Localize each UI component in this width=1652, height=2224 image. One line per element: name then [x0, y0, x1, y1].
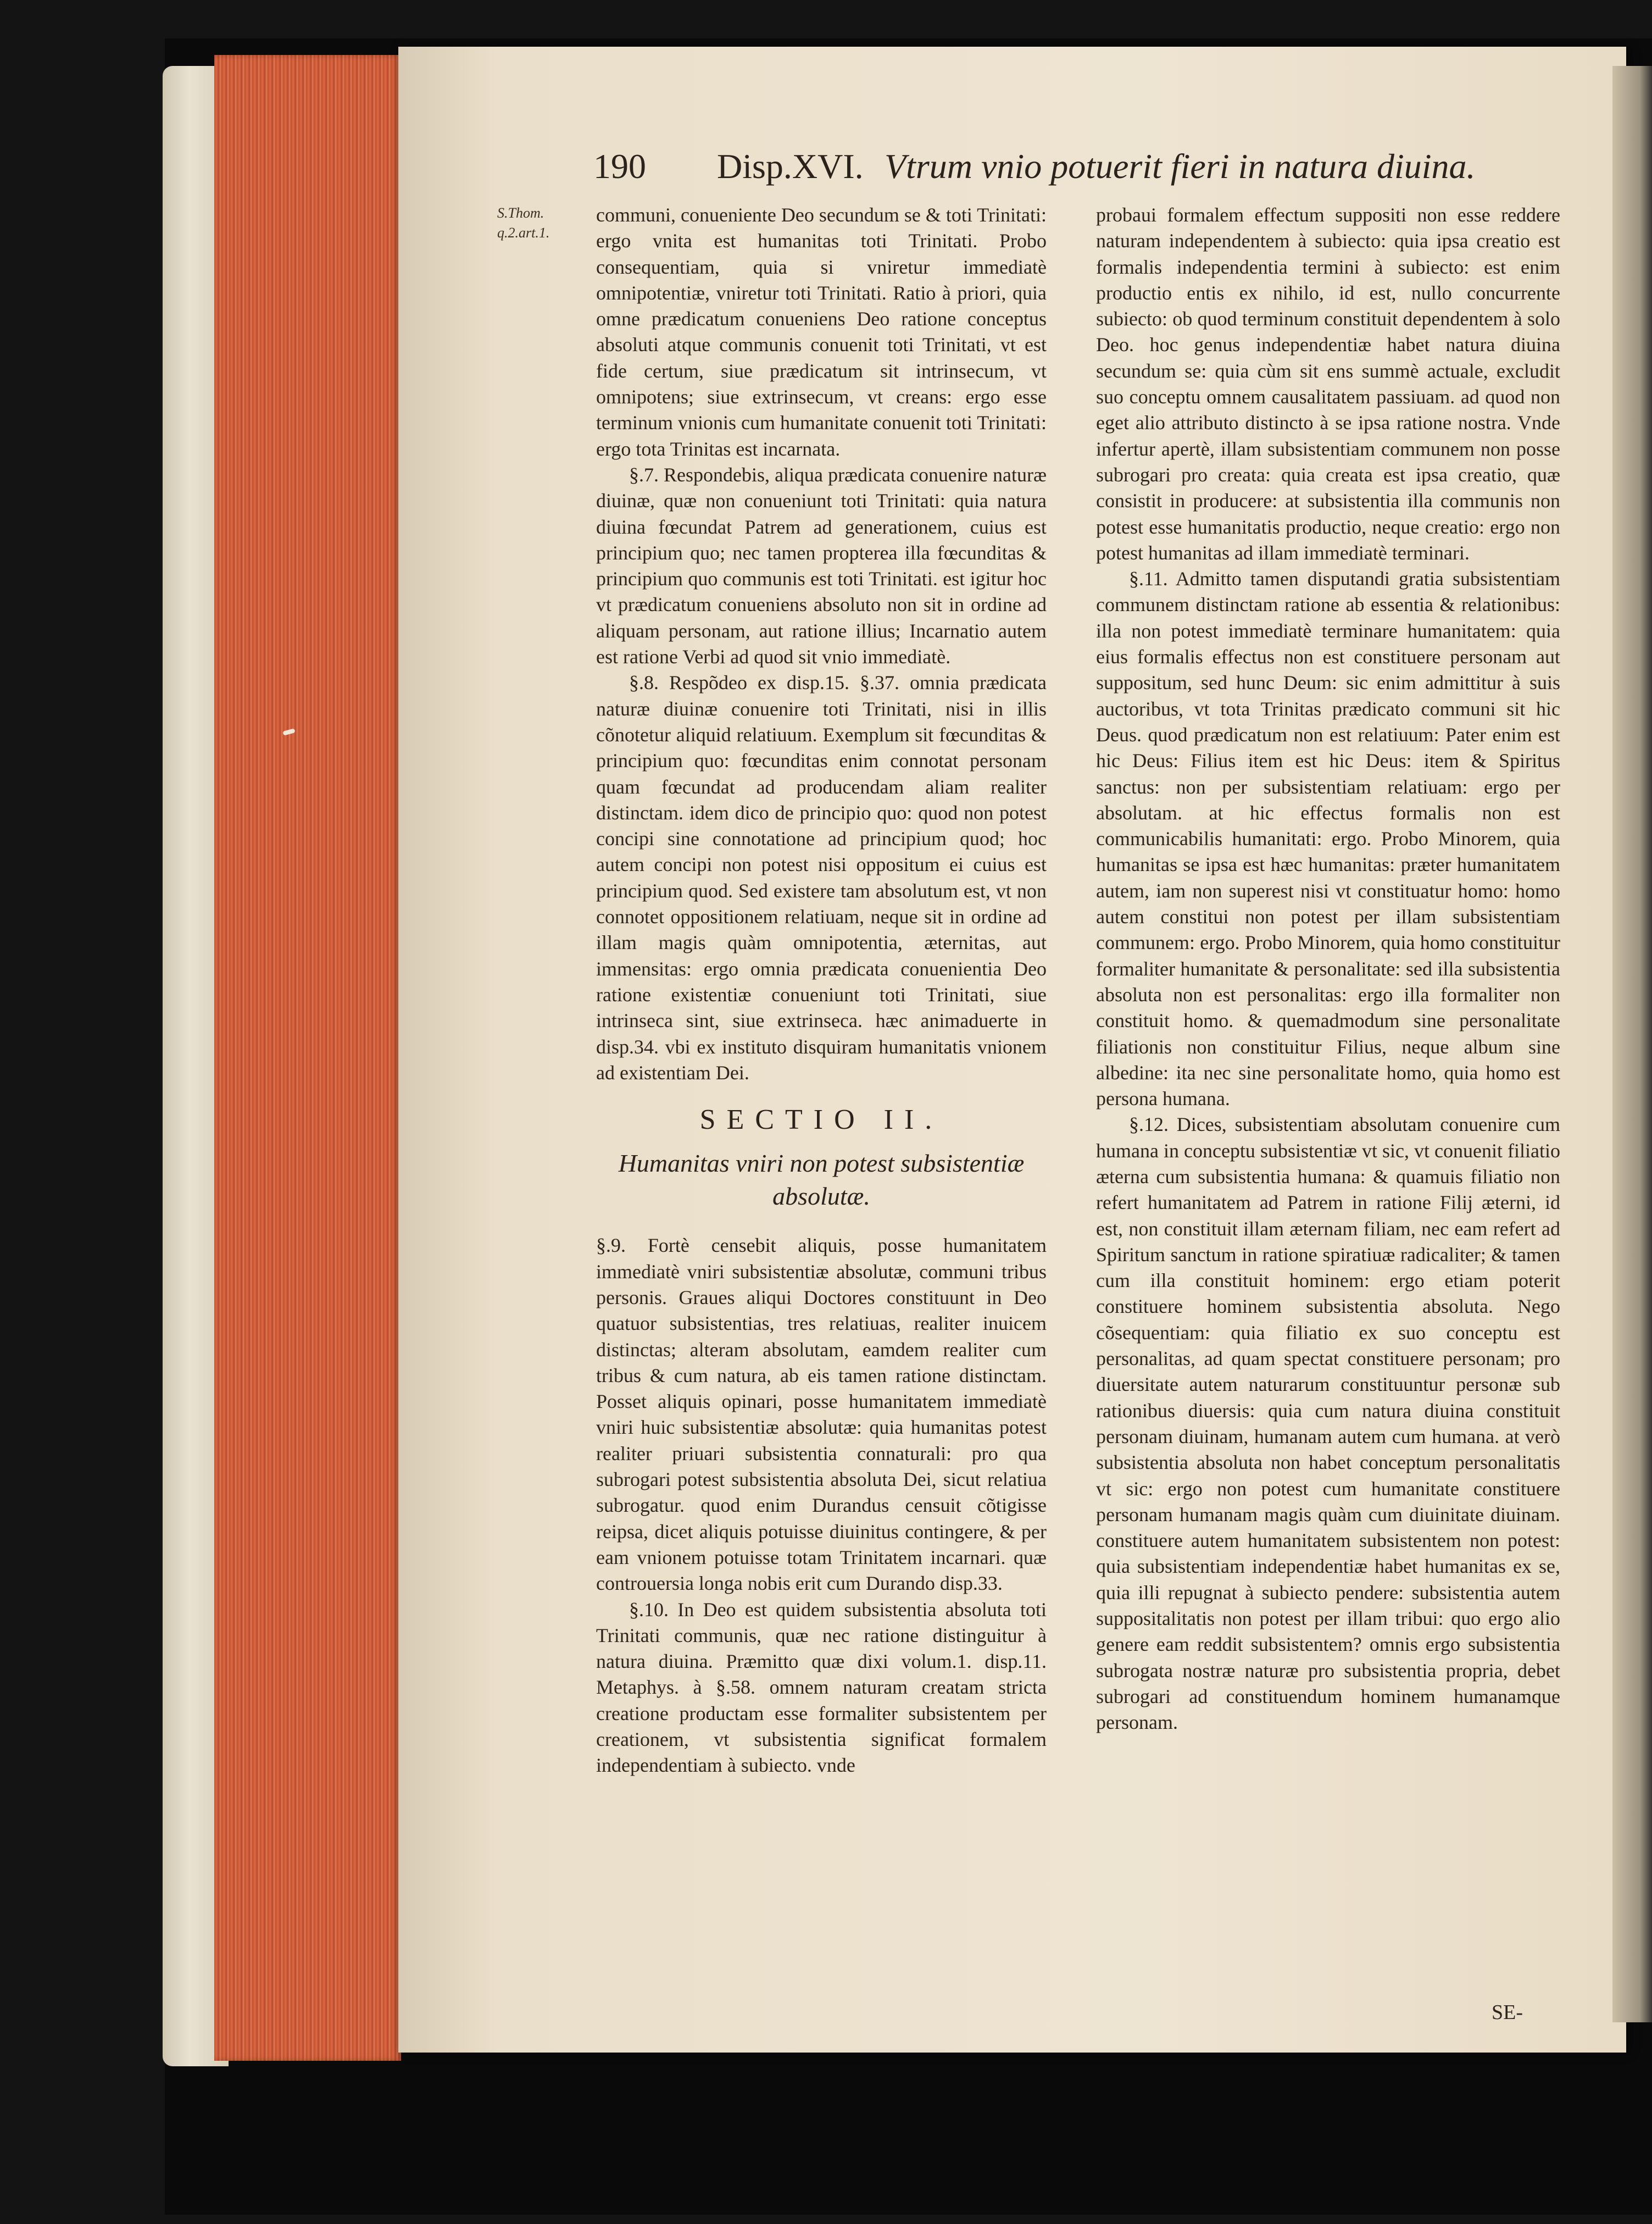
running-header — [593, 146, 1483, 196]
red-page-edges — [214, 55, 401, 2061]
section-heading: SECTIO II. — [699, 1104, 943, 1136]
right-column — [1096, 202, 1560, 1736]
page-number: 190 — [593, 147, 646, 186]
paragraph: §.8. Respõdeo ex disp.15. §.37. omnia prædicata naturæ diuinæ conuenire toti Trinitati, nisi in illis cõnotetur aliquid relatiuum. Exemplum sit fœcunditas & principium quo: fœcunditas enim connotat personam quam fœcundat ad producendam aliam realiter distinctam. idem dico de principio quo: quod non potest concipi sine connotatione ad principium quod; hoc autem concipi non potest nisi oppositum ei cuius est principium quod. Sed existere tam absolutum est, vt non connotet oppositionem relatiuam, neque sit in ordine ad illam magis quàm omnipotentia, æternitas, aut immensitas: ergo omnia prædicata conuenientia Deo ratione existentiæ conueniunt toti Trinitati, siue intrinseca sint, siue extrinseca. hæc animaduerte in disp.34. vbi ex instituto disquiram humanitatis vnionem ad existentiam Dei. — [596, 672, 1047, 1084]
section-title: Humanitas vniri non potest subsistentiæ absolutæ. — [618, 1149, 1025, 1211]
margin-note: S.Thom. q.2.art.1. — [497, 205, 550, 241]
paragraph: communi, conueniente Deo secundum se & toti Trinitati: ergo vnita est humanitas toti Trinitati. Probo consequentiam, quia si vniretur immediatè omnipotentiæ, vniretur toti Trinitati. Ratio à priori, quia omne prædicatum conueniens Deo ratione conceptus absoluti atque communis conuenit toti Trinitati, vt est fide certum, siue prædicatum sit intrinsecum, vt omnipotens; siue extrinsecum, vt creans: ergo esse terminum vnionis cum humanitate conuenit toti Trinitati: ergo tota Trinitas est incarnata. — [596, 204, 1047, 460]
paragraph: probaui formalem effectum suppositi non esse reddere naturam independentem à subiecto: quia ipsa creatio est formalis independentia termini à subiecto: est enim productio entis ex nihilo, id est, nullo concurrente subiecto: ob quod terminum constituit dependentem à solo Deo. hoc genus independentiæ habet natura diuina secundum se: quia cùm sit ens summè actuale, excludit suo conceptu omnem causalitatem passiuam. ad quod non eget alio attributo distincto à se ipsa ratione nostra. Vnde infertur apertè, illam subsistentiam communem non posse subrogari pro creata: quia creata est ipsa creatio, quæ consistit in producere: at subsistentia illa communis non potest esse humanitatis productio, neque creatio: ergo non potest humanitas ad illam immediatè terminari. — [1096, 204, 1560, 564]
paragraph: §.9. Fortè censebit aliquis, posse humanitatem immediatè vniri subsistentiæ absolutæ, communi tribus personis. Graues aliqui Doctores constituunt in Deo quatuor subsistentias, tres relatiuas, realiter inuicem distinctas; alteram absolutam, eamdem realiter cum tribus & cum natura, ab eis tamen ratione distinctam. Posset aliquis opinari, posse humanitatem immediatè vniri huic subsistentiæ absolutæ: quia humanitas potest realiter priuari subsistentia connaturali: pro qua subrogari potest subsistentia absoluta Dei, sicut relatiua subrogatur. quod enim Durandus censuit cõtigisse reipsa, dicet aliquis potuisse diuinitus contingere, & per eam vnionem potuisse totam Trinitatem incarnari. quæ controuersia longa nobis erit cum Durando disp.33. — [596, 1234, 1047, 1595]
paragraph: §.11. Admitto tamen disputandi gratia subsistentiam communem distinctam ratione ab essentia & relationibus: illa non potest immediatè terminare humanitatem: quia eius formalis effectus non est constituere personam aut suppositum, sed hunc Deum: sic enim admittitur à suis auctoribus, vt tota Trinitas prædicato communi sit hic Deus. quod prædicatum non est relatiuum: Pater enim est hic Deus: Filius item est hic Deus: item & Spiritus sanctus: non per subsistentiam relatiuam: ergo per absolutam. at hic effectus formalis non est communicabilis humanitati: ergo. Probo Minorem, quia humanitas se ipsa est hæc humanitas: præter humanitatem autem, iam non superest nisi vt constituatur homo: homo autem constitui non potest per illam subsistentiam communem: ergo. Probo Minorem, quia homo constituitur formaliter humanitate & personalitate: sed illa subsistentia absoluta non est personalitas: ergo illa formaliter non constituit homo. & quemadmodum sine personalitate filiationis non constituitur Filius, neque album sine albedine: ita nec sine personalitate homo, quia homo est persona humana. — [1096, 568, 1560, 1110]
paragraph: §.7. Respondebis, aliqua prædicata conuenire naturæ diuinæ, quæ non conueniunt toti Trinitati: quia natura diuina fœcundat Patrem ad generationem, cuius est principium quo; nec tamen propterea illa fœcunditas & principium quo communis est toti Trinitati. est igitur hoc vt prædicatum conueniens absoluto non sit in ordine ad aliquam personam, aut ratione illius; Incarnatio autem est ratione Verbi ad quod sit vnio immediatè. — [596, 463, 1047, 668]
disputation-label: Disp.XVI. — [717, 147, 864, 186]
header-title: Vtrum vnio potuerit fieri in natura diuina. — [885, 147, 1476, 186]
facing-page-edge — [1612, 66, 1652, 2022]
left-column — [596, 202, 1047, 1779]
paragraph: §.10. In Deo est quidem subsistentia absoluta toti Trinitati communis, quæ nec ratione distinguitur à natura diuina. Præmitto quæ dixi volum.1. disp.11. Metaphys. à §.58. omnem naturam creatam stricta creatione productam esse formaliter subsistentem per creationem, vt subsistentia significat formalem independentiam à subiecto. vnde — [596, 1598, 1047, 1777]
catchword: SE- — [1492, 2001, 1523, 2024]
paragraph: §.12. Dices, subsistentiam absolutam conuenire cum humana in conceptu subsistentiæ vt sic, vt conuenit filiatio æterna cum subsistentia humana: & quamuis filiatio non refert humanitatem ad Patrem in ratione Filij æterni, id est, non constituit illam æternam filiam, nec eam refert ad Spiritum sanctum in ratione spiratiuæ radicaliter; & tamen cum illa constituit hominem: ergo etiam poterit constituere hominem subsistentia absoluta. Nego cõsequentiam: quia filiatio ex suo conceptu est personalitas, ad quam spectat constituere personam; pro diuersitate autem naturarum constituuntur personæ sub rationibus diuersis: quia cum natura diuina constituit personam diuinam, humanam autem cum humana. at verò subsistentia absoluta non habet conceptum personalitatis vt sic: ergo non potest cum humanitate constituere personam humanam magis quàm cum diuinitate diuinam. constituere autem humanitatem subsistentem non potest: quia subsistentiam independentiæ habet humanitas ex se, quia illi repugnat à subiecto pendere: subsistentia autem suppositalitatis non potest per illam tribui: quo ergo alio genere eam reddit subsistentem? omnis ergo subsistentia subrogata nostræ naturæ pro subsistentia propria, debet subrogari ad constituendum hominem humanamque personam. — [1096, 1113, 1560, 1734]
